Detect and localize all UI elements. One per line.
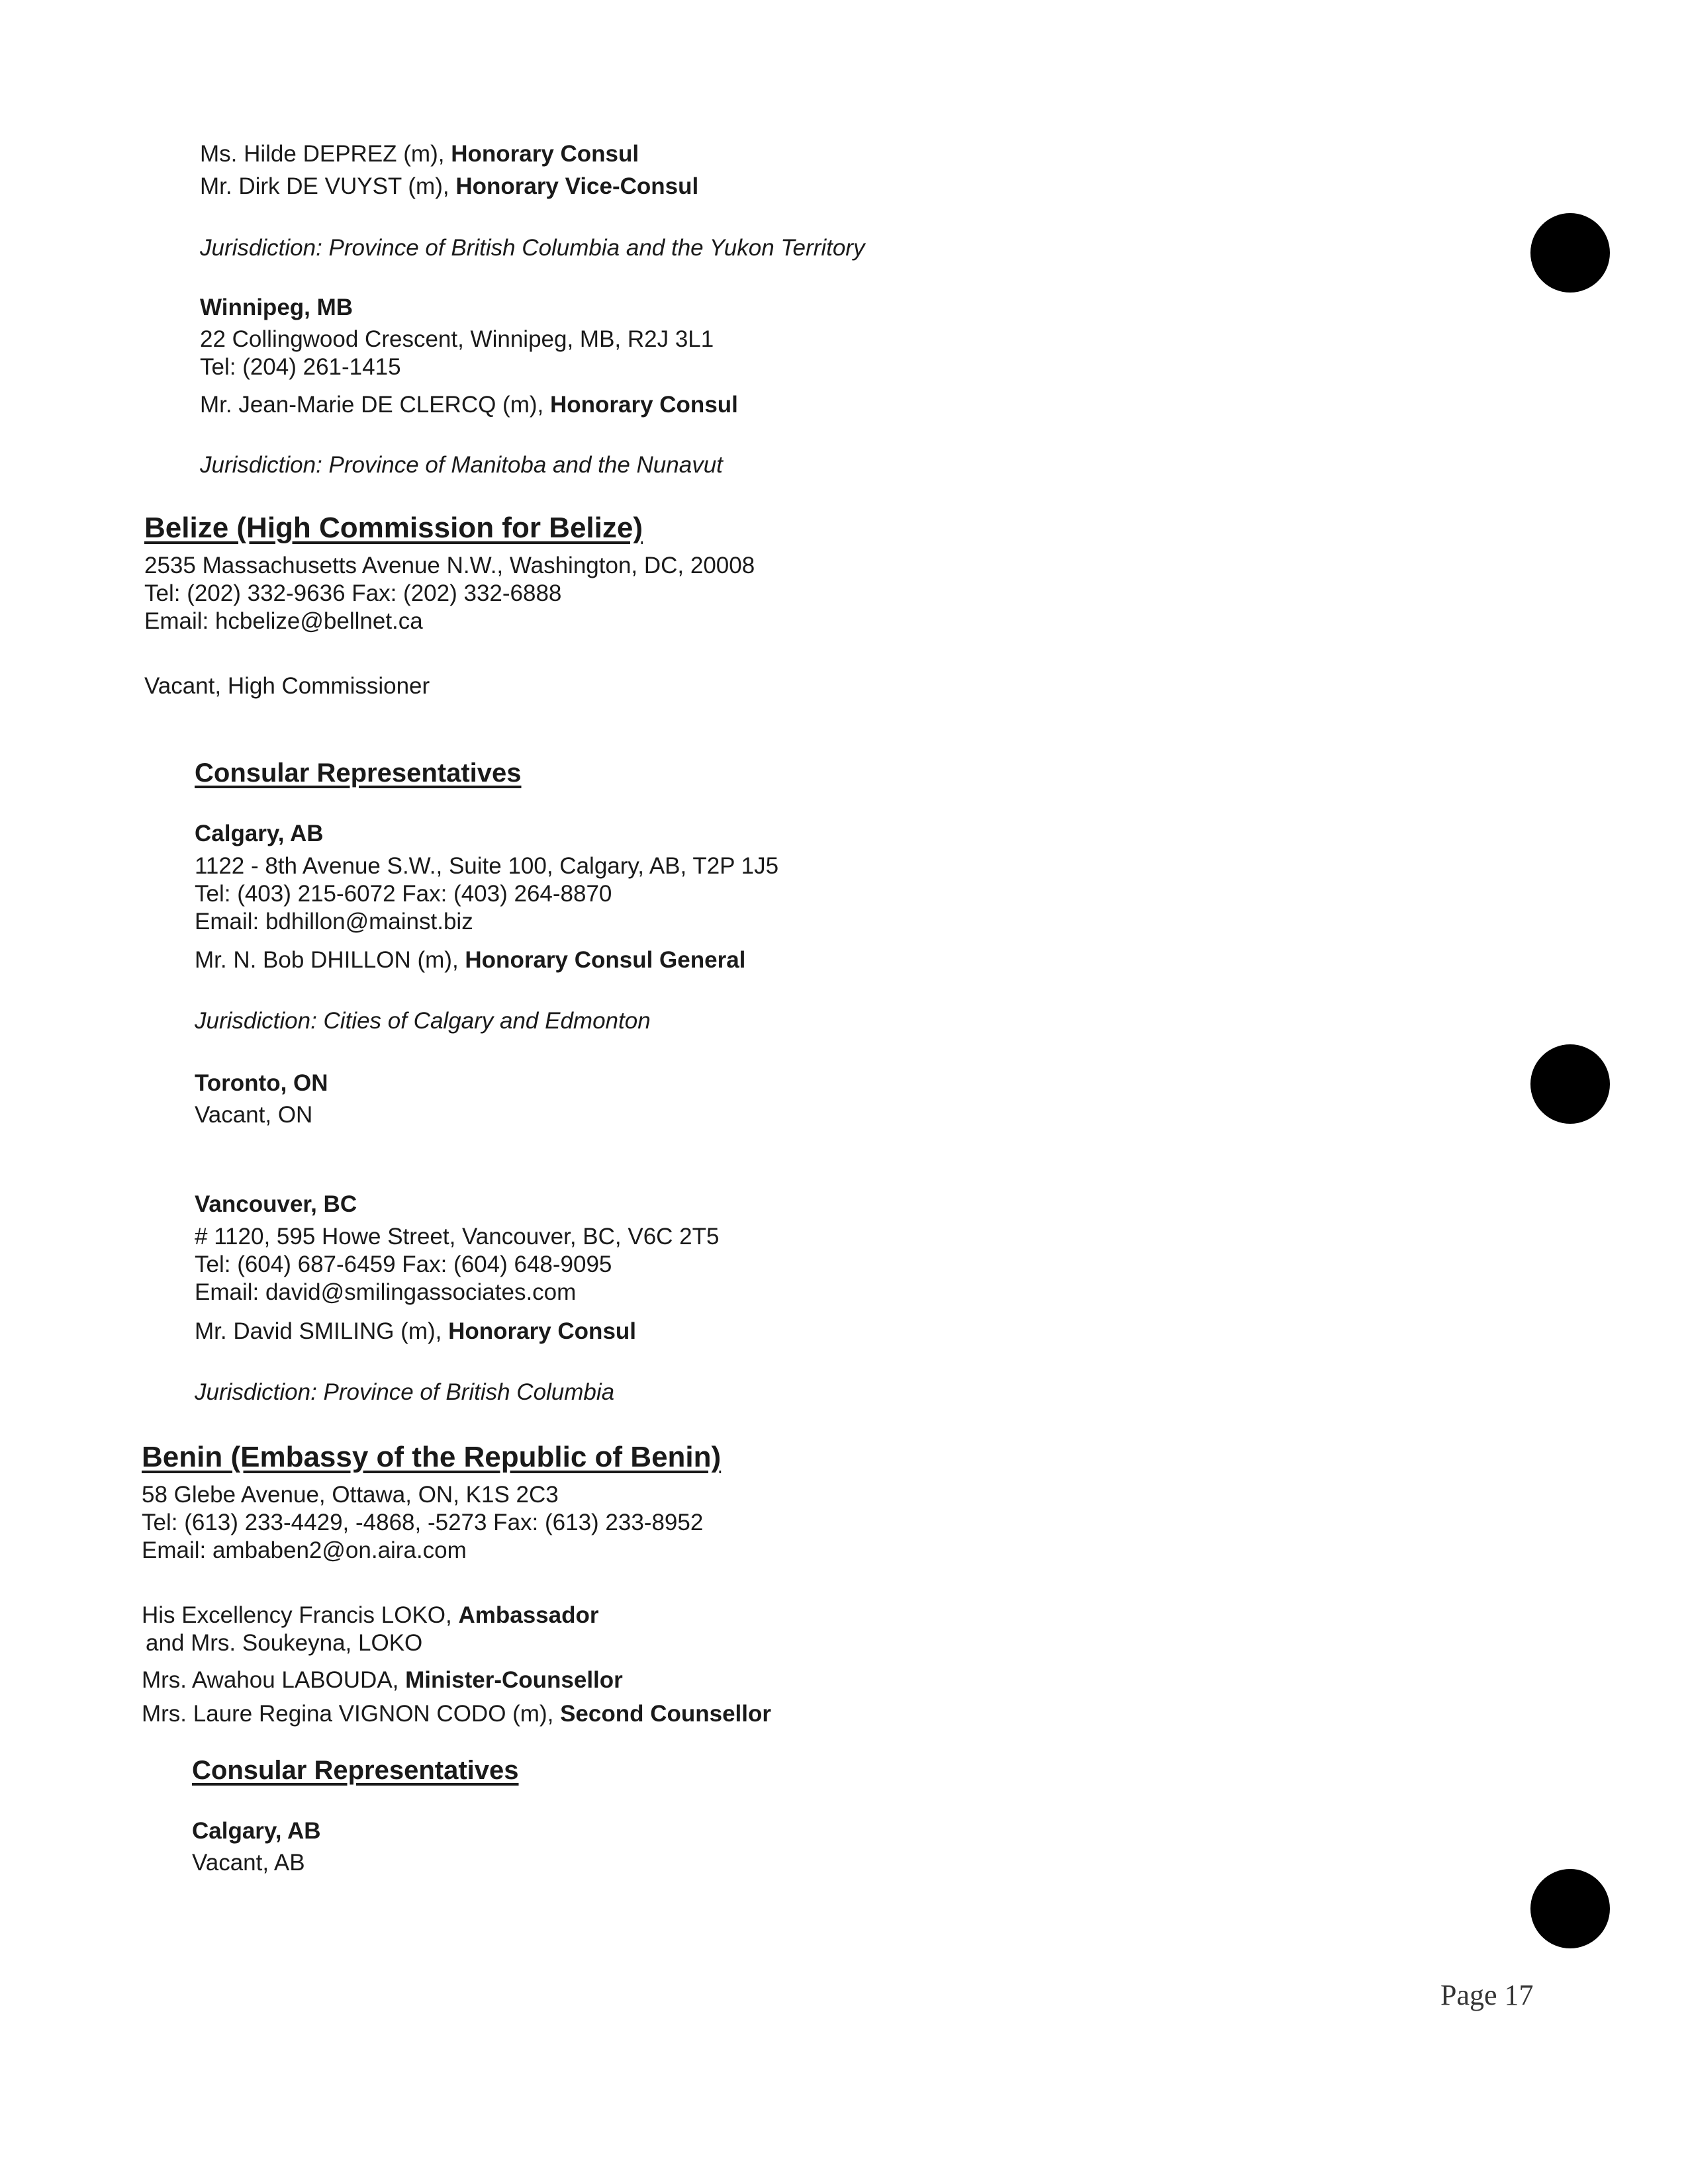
- country-heading-belize: Belize (High Commission for Belize): [144, 512, 643, 544]
- jurisdiction-text: Jurisdiction: Province of British Columbia: [195, 1379, 615, 1405]
- ambassador-line: [142, 1602, 599, 1629]
- consul-line-de-vuyst: [200, 173, 698, 201]
- person-title: Honorary Vice-Consul: [455, 173, 699, 199]
- person-name: Mr. N. Bob DHILLON (m),: [195, 947, 465, 973]
- person-title: Honorary Consul: [549, 392, 738, 418]
- punch-hole-bottom: [1530, 1869, 1610, 1948]
- minister-counsellor-line: [142, 1666, 623, 1694]
- city-heading-winnipeg: Winnipeg, MB: [200, 295, 353, 320]
- tel-fax-text: Tel: (403) 215-6072 Fax: (403) 264-8870: [195, 881, 612, 907]
- person-name: Mr. Dirk DE VUYST (m),: [200, 173, 456, 199]
- consul-line-deprez: [200, 140, 639, 168]
- city-heading-calgary: Calgary, AB: [195, 821, 324, 846]
- person-name: Ms. Hilde DEPREZ (m),: [200, 141, 451, 167]
- city-heading-toronto: Toronto, ON: [195, 1070, 328, 1096]
- address-text: 22 Collingwood Crescent, Winnipeg, MB, R2J 3L1: [200, 326, 714, 352]
- person-name: His Excellency Francis LOKO,: [142, 1602, 459, 1628]
- person-name: Mrs. Laure Regina VIGNON CODO (m),: [142, 1701, 561, 1727]
- second-counsellor-line: [142, 1700, 771, 1728]
- person-name: Mrs. Awahou LABOUDA,: [142, 1667, 406, 1693]
- person-title: Honorary Consul: [451, 141, 639, 167]
- person-title: Minister-Counsellor: [405, 1667, 623, 1693]
- punch-hole-middle: [1530, 1044, 1610, 1124]
- email-text: Email: bdhillon@mainst.biz: [195, 909, 473, 934]
- city-heading-vancouver: Vancouver, BC: [195, 1191, 357, 1217]
- person-name: Mr. David SMILING (m),: [195, 1318, 449, 1344]
- person-title: Second Counsellor: [560, 1701, 772, 1727]
- page-number: Page 17: [1440, 1979, 1534, 2011]
- consular-representatives-heading: Consular Representatives: [195, 758, 522, 788]
- head-of-mission-text: Vacant, High Commissioner: [144, 673, 430, 699]
- tel-text: Tel: (204) 261-1415: [200, 354, 401, 380]
- jurisdiction-text: Jurisdiction: Cities of Calgary and Edmonton: [195, 1008, 651, 1034]
- email-text: Email: ambaben2@on.aira.com: [142, 1537, 467, 1563]
- address-text: 2535 Massachusetts Avenue N.W., Washington, DC, 20008: [144, 553, 755, 578]
- address-text: # 1120, 595 Howe Street, Vancouver, BC, V6C 2T5: [195, 1224, 720, 1250]
- person-name: Mr. Jean-Marie DE CLERCQ (m),: [200, 392, 550, 418]
- person-title: Honorary Consul General: [465, 947, 746, 973]
- spouse-line: and Mrs. Soukeyna, LOKO: [146, 1630, 423, 1656]
- email-text: Email: david@smilingassociates.com: [195, 1279, 577, 1305]
- person-title: Ambassador: [458, 1602, 599, 1628]
- tel-fax-text: Tel: (613) 233-4429, -4868, -5273 Fax: (613) 233-8952: [142, 1510, 704, 1535]
- address-text: 58 Glebe Avenue, Ottawa, ON, K1S 2C3: [142, 1482, 559, 1508]
- jurisdiction-text: Jurisdiction: Province of Manitoba and the Nunavut: [200, 452, 723, 478]
- tel-fax-text: Tel: (202) 332-9636 Fax: (202) 332-6888: [144, 580, 562, 606]
- consular-representatives-heading: Consular Representatives: [192, 1756, 519, 1785]
- vacant-text: Vacant, ON: [195, 1102, 313, 1128]
- consul-line-smiling: [195, 1318, 636, 1345]
- consul-line-de-clercq: [200, 391, 738, 419]
- person-title: Honorary Consul: [448, 1318, 637, 1344]
- city-heading-calgary: Calgary, AB: [192, 1818, 321, 1844]
- consul-line-dhillon: [195, 946, 745, 974]
- address-text: 1122 - 8th Avenue S.W., Suite 100, Calgary, AB, T2P 1J5: [195, 853, 779, 879]
- tel-fax-text: Tel: (604) 687-6459 Fax: (604) 648-9095: [195, 1251, 612, 1277]
- jurisdiction-text: Jurisdiction: Province of British Columbia and the Yukon Territory: [200, 235, 865, 261]
- email-text: Email: hcbelize@bellnet.ca: [144, 608, 423, 634]
- country-heading-benin: Benin (Embassy of the Republic of Benin): [142, 1441, 722, 1473]
- punch-hole-top: [1530, 213, 1610, 293]
- vacant-text: Vacant, AB: [192, 1850, 305, 1876]
